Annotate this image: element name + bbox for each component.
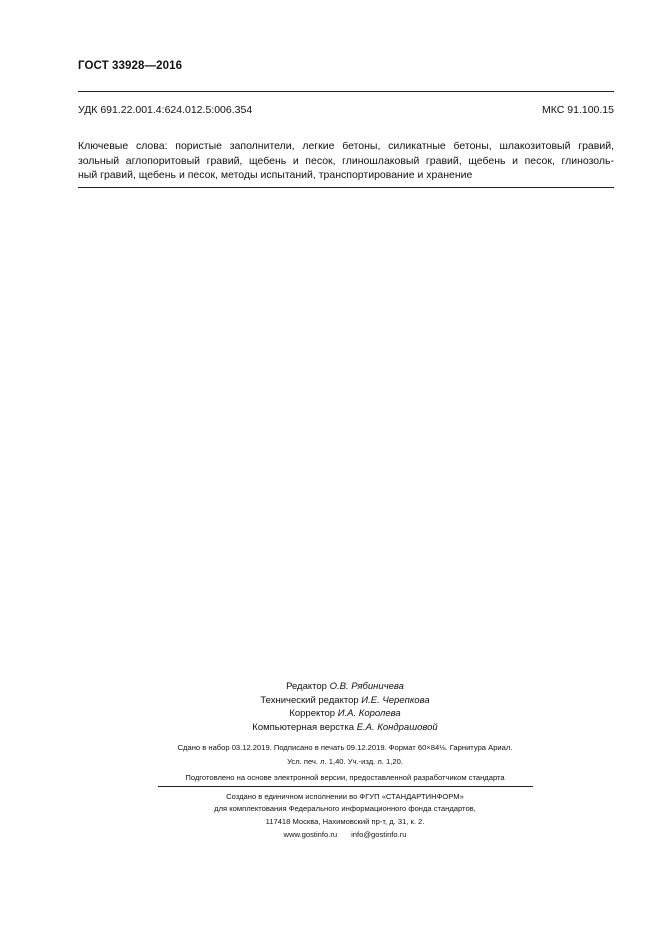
credit-editor xyxy=(190,680,500,694)
keywords-divider xyxy=(78,187,614,188)
credit-layout xyxy=(190,721,500,735)
imprint-line: Усл. печ. л. 1,40. Уч.-изд. л. 1,20. xyxy=(287,756,403,766)
credit-proofreader xyxy=(190,707,500,721)
credit-tech-editor xyxy=(190,694,500,708)
credits-block xyxy=(190,680,500,734)
credit-role: Компьютерная верстка xyxy=(252,721,357,733)
imprint-block xyxy=(110,741,580,768)
keywords-line: ный гравий, щебень и песок, методы испытаний, транспортирование и хранение xyxy=(78,169,473,181)
prepared-note: Подготовлено на основе электронной версии, предоставленной разработчиком стандарта xyxy=(185,773,505,782)
publisher-contacts xyxy=(110,828,580,841)
udk-code: УДК 691.22.001.4:624.012.5:006.354 xyxy=(78,104,253,116)
publisher-line: для комплектования Федерального информационного фонда стандартов, xyxy=(214,803,476,813)
mks-code: МКС 91.100.15 xyxy=(542,104,614,116)
keywords-line: зольный аглопоритовый гравий, щебень и песок, глиношлаковый гравий, щебень и песок, глинозоль- xyxy=(78,154,614,167)
keywords-block xyxy=(78,139,614,183)
credit-name: И.Е. Черепкова xyxy=(361,694,430,706)
header-divider xyxy=(78,91,614,92)
credit-role: Редактор xyxy=(286,681,330,692)
publisher-block xyxy=(110,791,580,814)
publisher-address: 117418 Москва, Нахимовский пр-т, д. 31, к. 2. xyxy=(265,817,425,826)
credit-name: Е.А. Кондрашовой xyxy=(356,721,438,733)
website-link[interactable]: www.gostinfo.ru xyxy=(283,830,338,839)
credit-name: И.А. Королева xyxy=(337,708,401,719)
imprint-line: Сдано в набор 03.12.2019. Подписано в печать 09.12.2019. Формат 60×84⅛. Гарнитура Ариал. xyxy=(177,743,513,752)
credit-role: Корректор xyxy=(289,708,338,719)
credit-name: О.В. Рябиничева xyxy=(329,681,404,692)
standard-code: ГОСТ 33928—2016 xyxy=(78,60,183,72)
email-link[interactable]: info@gostinfo.ru xyxy=(351,830,407,839)
publisher-line: Создано в единичном исполнении во ФГУП «СТАНДАРТИНФОРМ» xyxy=(226,792,464,801)
publisher-divider xyxy=(158,786,533,787)
credit-role: Технический редактор xyxy=(260,694,362,706)
classification-row xyxy=(78,104,614,116)
keywords-line: Ключевые слова: пористые заполнители, легкие бетоны, силикатные бетоны, шлакозитовый гравий, xyxy=(78,140,614,152)
address-block xyxy=(110,815,580,841)
